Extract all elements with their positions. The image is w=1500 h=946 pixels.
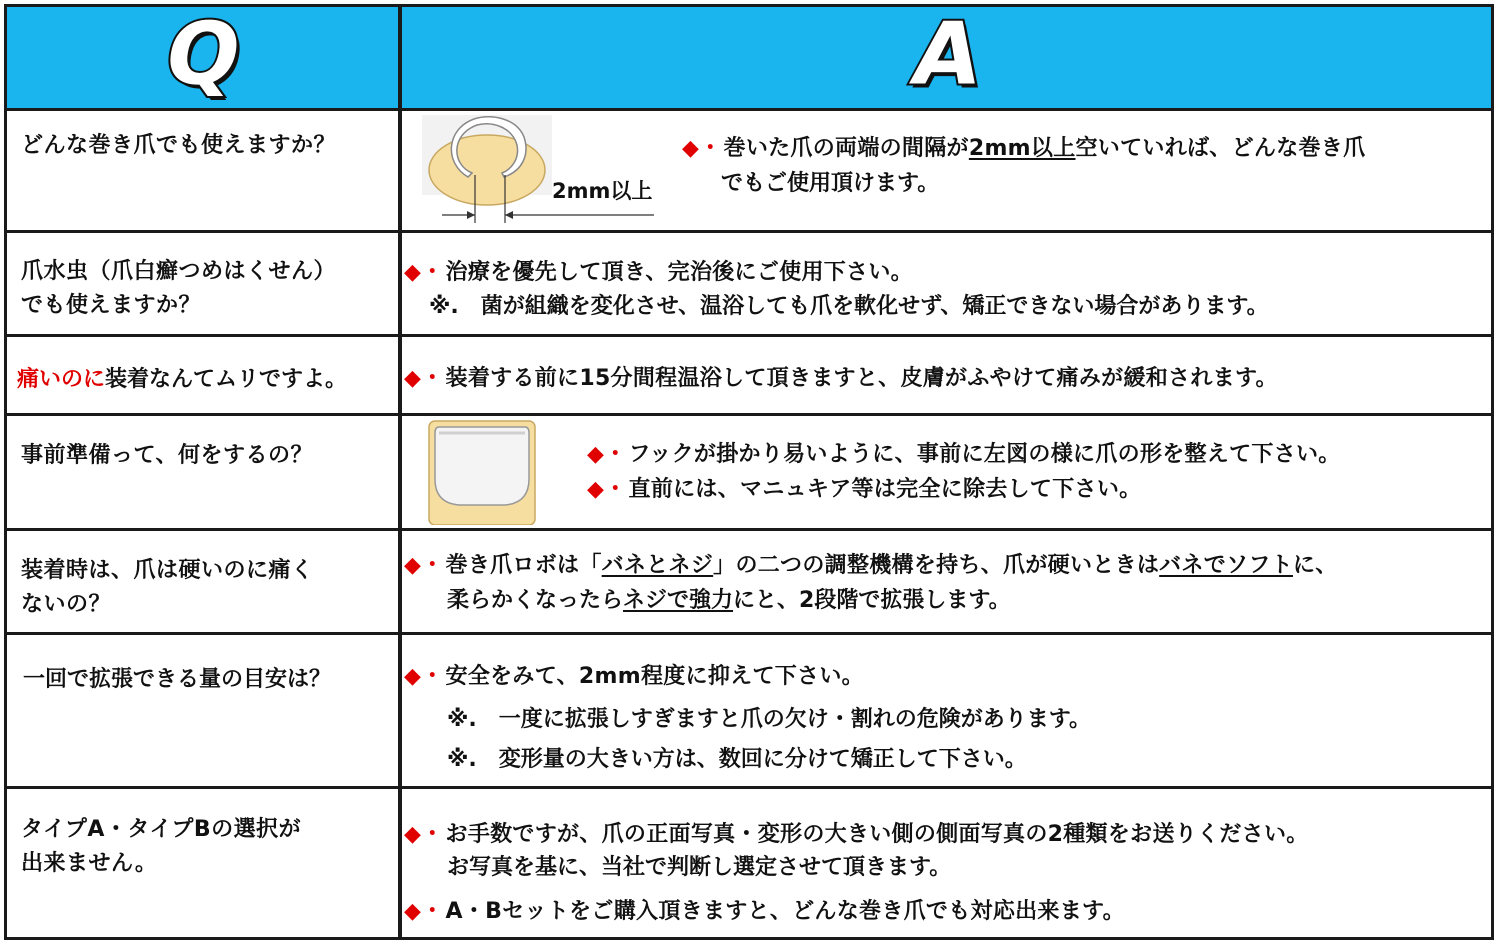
arrow-head-right xyxy=(505,211,513,219)
bullet-icon: ◆・ xyxy=(682,136,722,161)
toe-shape xyxy=(429,135,545,205)
question-7-line-1: タイプA・タイプBの選択が xyxy=(21,817,302,842)
row-divider xyxy=(7,230,1491,233)
row-divider xyxy=(7,632,1491,635)
answer-7-line-1-cont: お写真を基に、当社で判断し選定させて頂きます。 xyxy=(447,855,952,880)
row-divider xyxy=(7,413,1491,416)
answer-text: 空いていれば、どんな巻き爪 xyxy=(1075,136,1366,161)
answer-text: 巻いた爪の両端の間隔が xyxy=(723,136,969,161)
answer-5-line-1 xyxy=(404,550,1338,582)
question-header xyxy=(7,4,398,108)
bullet-icon: ◆・ xyxy=(404,553,444,578)
answer-4-line-1 xyxy=(587,439,1341,471)
question-3-text: 装着なんてムリですよ。 xyxy=(105,367,348,392)
nail-gap-diagram xyxy=(422,115,662,227)
answer-underlined: 2mm以上 xyxy=(968,136,1076,161)
bullet-icon: ◆・ xyxy=(404,260,444,285)
nail-shape xyxy=(435,427,529,505)
answer-text: 柔らかくなったら xyxy=(447,588,624,613)
row-divider xyxy=(7,108,1491,111)
answer-text: A・Bセットをご購入頂きますと、どんな巻き爪でも対応出来ます。 xyxy=(445,899,1125,924)
answer-text: 装着する前に15分間程温浴して頂きますと、皮膚がふやけて痛みが緩和されます。 xyxy=(445,366,1278,391)
answer-underlined: バネとネジ xyxy=(601,553,714,578)
question-1 xyxy=(21,129,393,163)
bullet-icon: ◆・ xyxy=(404,899,444,924)
question-3-highlight: 痛いのに xyxy=(17,367,106,392)
answer-6-note-1: ※. 一度に拡張しすぎますと爪の欠け・割れの危険があります。 xyxy=(447,707,1091,732)
bullet-icon: ◆・ xyxy=(587,477,627,502)
bullet-icon: ◆・ xyxy=(587,442,627,467)
question-2-line-1: 爪水虫（爪白癬つめはくせん） xyxy=(21,259,337,284)
qa-table xyxy=(4,4,1494,940)
question-4 xyxy=(21,439,393,473)
answer-text: 直前には、マニュキア等は完全に除去して下さい。 xyxy=(628,477,1142,502)
answer-underlined: ネジで強力 xyxy=(623,588,734,613)
bullet-icon: ◆・ xyxy=(404,664,444,689)
answer-text: 巻き爪ロボは「 xyxy=(445,553,602,578)
answer-6-note-2: ※. 変形量の大きい方は、数回に分けて矯正して下さい。 xyxy=(447,747,1027,772)
question-1-text: どんな巻き爪でも使えますか？ xyxy=(21,133,337,158)
question-7-line-2: 出来ません。 xyxy=(21,851,158,876)
row-divider xyxy=(7,528,1491,531)
bullet-icon: ◆・ xyxy=(404,822,444,847)
question-5-line-1: 装着時は、爪は硬いのに痛く xyxy=(21,558,314,583)
column-divider xyxy=(398,7,402,937)
answer-3-line-1 xyxy=(404,363,1278,395)
answer-4-line-2 xyxy=(587,474,1141,506)
bullet-icon: ◆・ xyxy=(404,366,444,391)
q-letter: Q xyxy=(157,4,248,105)
arrow-head-left xyxy=(467,211,475,219)
answer-text: 安全をみて、2mm程度に抑えて下さい。 xyxy=(445,664,864,689)
answer-text: に、 xyxy=(1292,553,1338,578)
answer-1-line-2: でもご使用頂けます。 xyxy=(721,171,940,196)
answer-header xyxy=(402,4,1491,108)
gap-label: 2mm以上 xyxy=(552,179,653,203)
question-3 xyxy=(17,363,389,397)
answer-text: フックが掛かり易いように、事前に左図の様に爪の形を整えて下さい。 xyxy=(628,442,1341,467)
answer-7-line-1 xyxy=(404,819,1309,851)
answer-text: お手数ですが、爪の正面写真・変形の大きい側の側面写真の2種類をお送りください。 xyxy=(445,822,1309,847)
question-6-text: 一回で拡張できる量の目安は？ xyxy=(23,667,332,692)
a-letter: A xyxy=(904,4,989,105)
question-5-line-2: ないの？ xyxy=(21,592,112,617)
answer-text: 」の二つの調整機構を持ち、爪が硬いときは xyxy=(713,553,1160,578)
question-2-line-2: でも使えますか？ xyxy=(21,293,202,318)
question-7 xyxy=(21,813,393,881)
answer-6-line-1 xyxy=(404,661,864,693)
question-6 xyxy=(23,663,395,697)
question-4-text: 事前準備って、何をするの？ xyxy=(21,443,314,468)
question-2 xyxy=(21,255,393,323)
answer-1-line-1 xyxy=(682,133,1365,165)
question-5 xyxy=(21,554,393,622)
answer-5-line-2 xyxy=(447,585,1011,617)
answer-2-line-1 xyxy=(404,257,913,289)
answer-text: 治療を優先して頂き、完治後にご使用下さい。 xyxy=(445,260,913,285)
answer-underlined: バネでソフト xyxy=(1159,553,1293,578)
answer-7-line-2 xyxy=(404,896,1125,928)
row-divider xyxy=(7,786,1491,789)
answer-text: にと、2段階で拡張します。 xyxy=(733,588,1011,613)
row-divider xyxy=(7,334,1491,337)
answer-2-note: ※. 菌が組織を変化させ、温浴しても爪を軟化せず、矯正できない場合があります。 xyxy=(429,294,1269,319)
trimmed-nail-diagram xyxy=(425,419,540,525)
